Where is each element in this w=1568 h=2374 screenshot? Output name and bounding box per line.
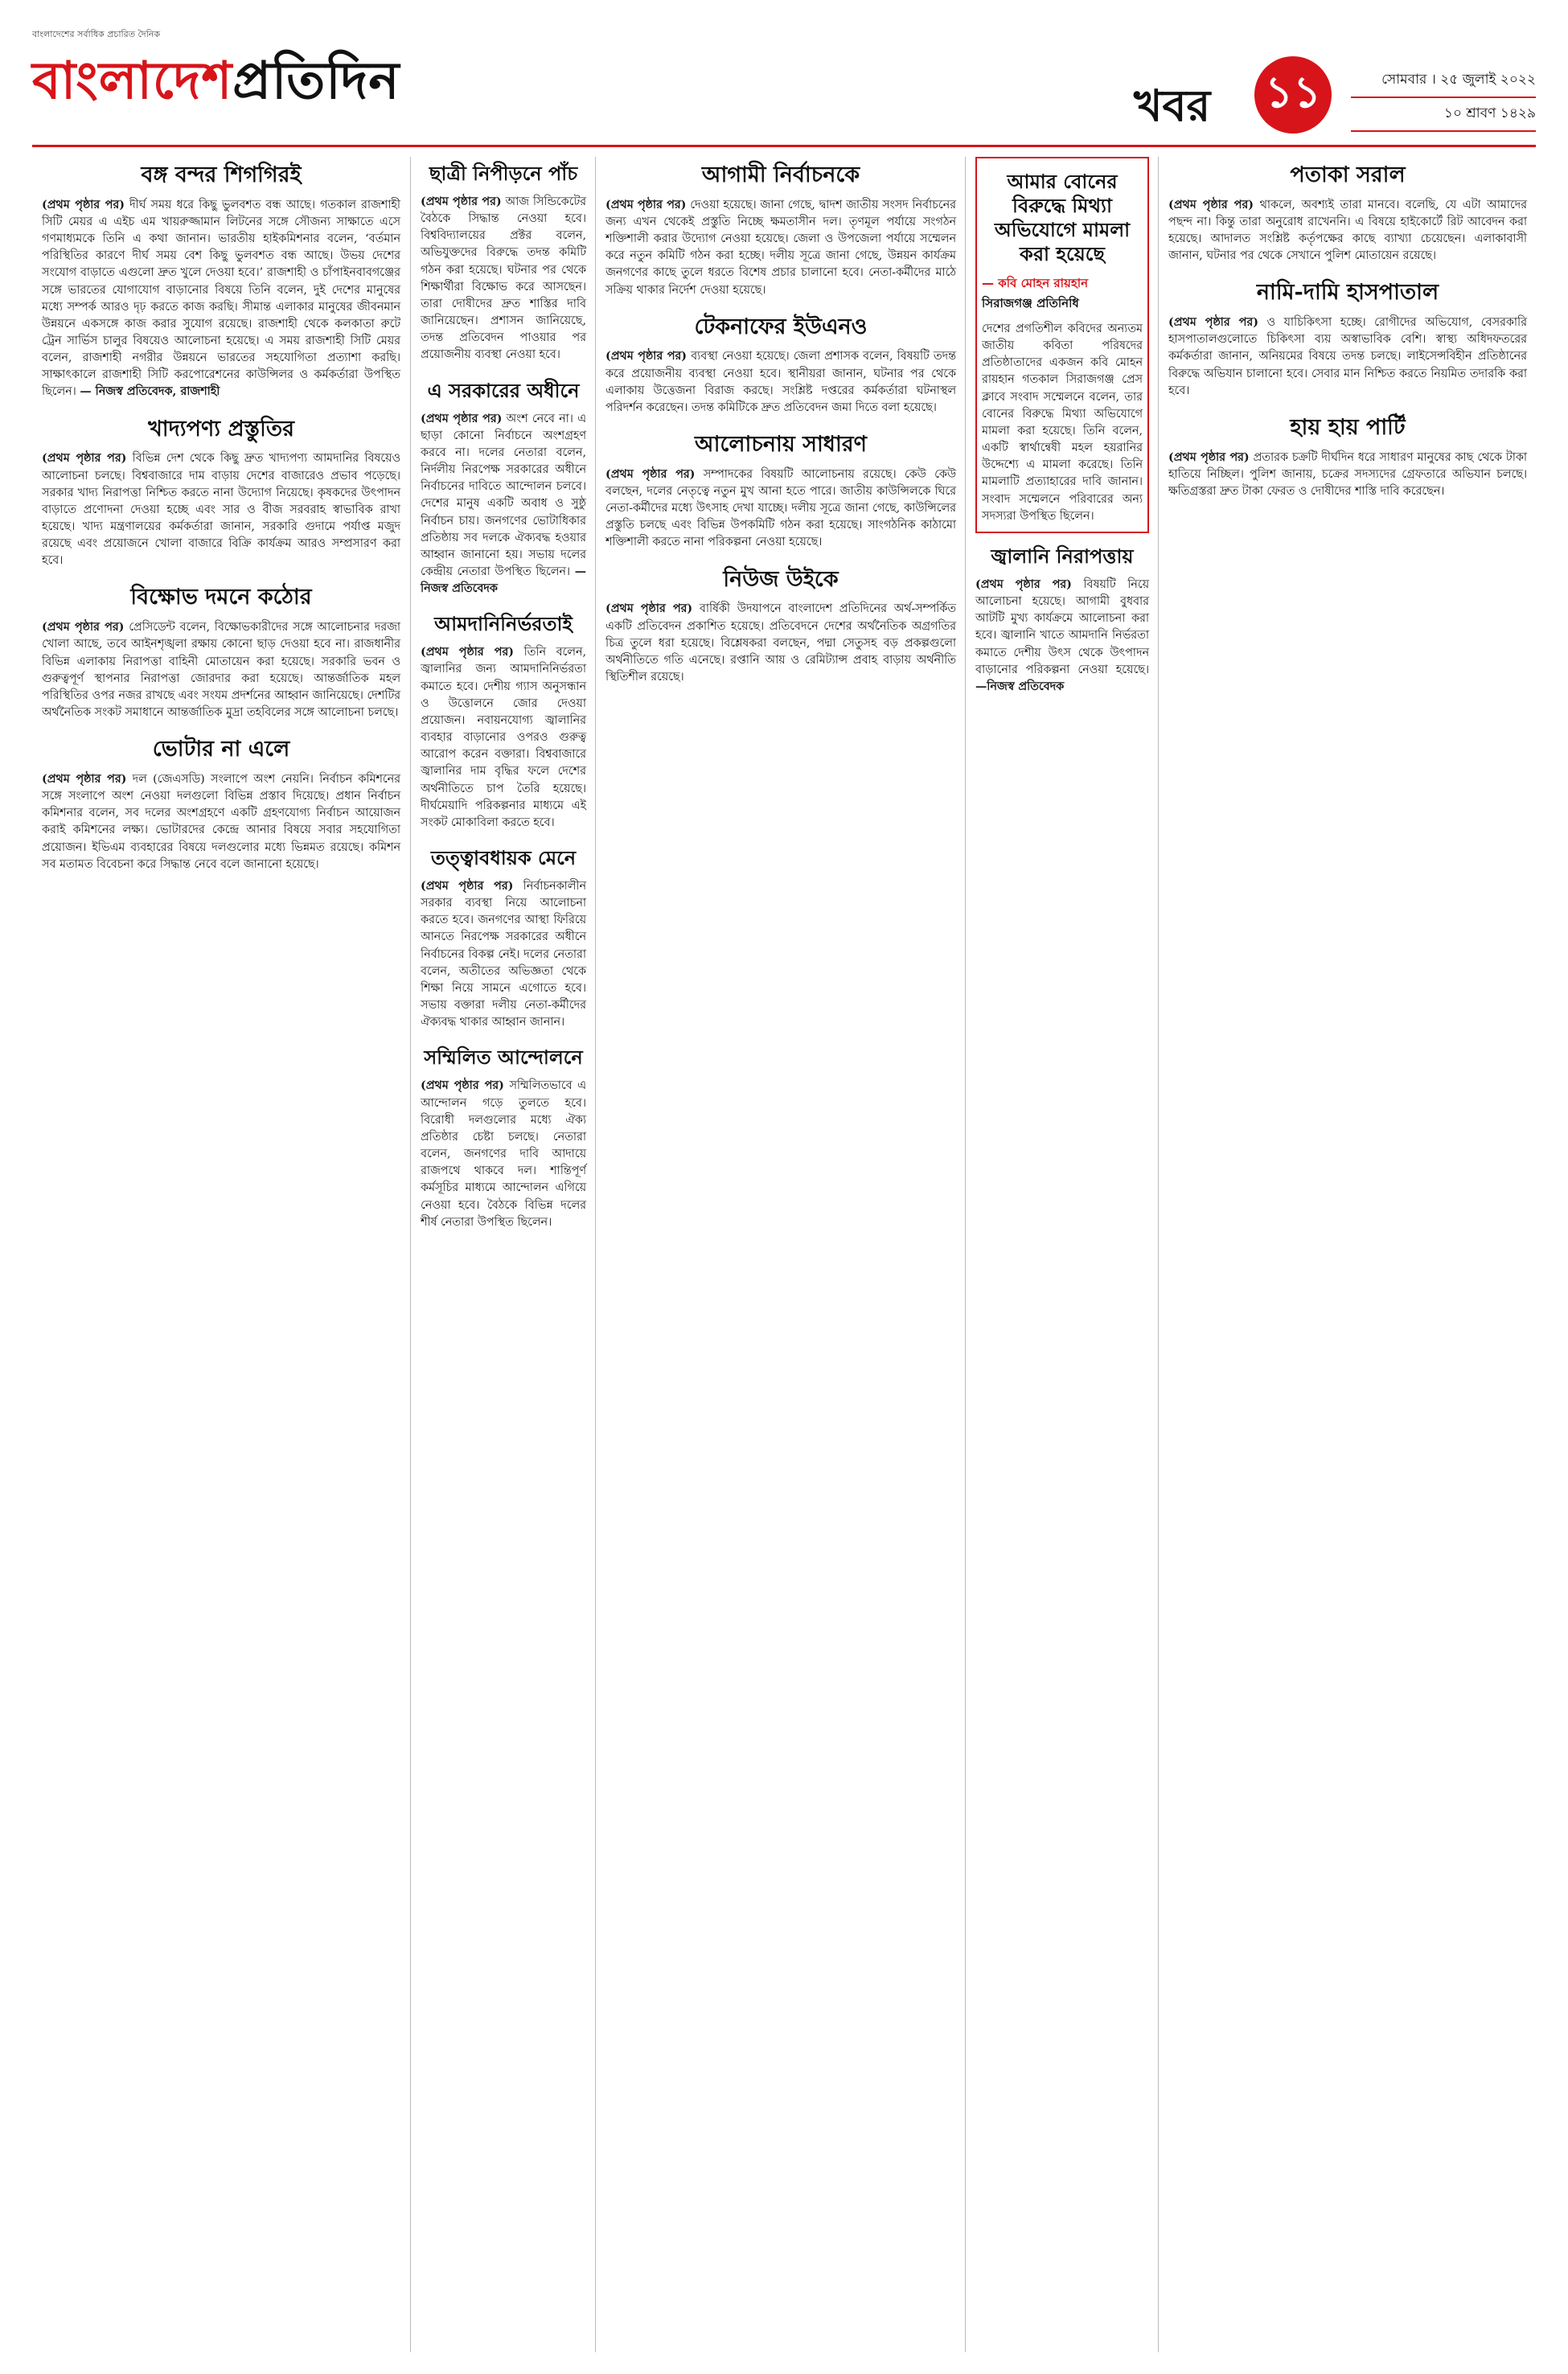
article-body: (প্রথম পৃষ্ঠার পর) দল (জেএসডি) সংলাপে অংশ নেয়নি। নির্বাচন কমিশনের সঙ্গে সংলাপে অংশ নেওয়া দলগুলো বিভিন্ন প্রস্তাব দিয়েছে। প্রধান নির্বাচন কমিশনার বলেন, সব দলের অংশগ্রহণে একটি গ্রহণযোগ্য নির্বাচন আয়োজন করাই কমিশনের লক্ষ্য। ভোটারদের কেন্দ্রে আনার বিষয়ে সবার সহযোগিতা প্রয়োজন। ইভিএম ব্যবহারের বিষয়ে দলগুলোর মধ্যে ভিন্নমত রয়েছে। কমিশন সব মতামত বিবেচনা করে সিদ্ধান্ত নেবে বলে জানানো হয়েছে। <box>42 772 401 871</box>
article-body: (প্রথম পৃষ্ঠার পর) বার্ষিকী উদযাপনে বাংলাদেশ প্রতিদিনের অর্থ-সম্পর্কিত একটি প্রতিবেদন প্রকাশিত হয়েছে। প্রতিবেদনে দেশের অর্থনৈতিক অগ্রগতির চিত্র তুলে ধরা হয়েছে। বিশ্লেষকরা বলছেন, পদ্মা সেতুসহ বড় প্রকল্পগুলো অর্থনীতিতে গতি এনেছে। রপ্তানি আয় ও রেমিট্যান্স প্রবাহ বাড়ায় অর্থনীতি স্থিতিশীল রয়েছে। <box>605 602 956 684</box>
article-body: (প্রথম পৃষ্ঠার পর) বিভিন্ন দেশ থেকে কিছু দ্রুত খাদ্যপণ্য আমদানির বিষয়েও আলোচনা চলছে। বিশ্ববাজারে দাম বাড়ায় দেশের বাজারেও প্রভাব পড়েছে। সরকার খাদ্য নিরাপত্তা নিশ্চিত করতে নানা উদ্যোগ নিয়েছে। কৃষকদের উৎপাদন বাড়াতে প্রণোদনা দেওয়া হচ্ছে এবং সার ও বীজ সরবরাহ স্বাভাবিক রাখা হয়েছে। খাদ্য মন্ত্রণালয়ের কর্মকর্তারা জানান, সরকারি গুদামে পর্যাপ্ত মজুদ রয়েছে এবং প্রয়োজনে খোলা বাজারে বিক্রি কার্যক্রম আরও সম্প্রসারণ করা হবে। <box>42 452 400 568</box>
byline: — কবি মোহন রায়হান সিরাজগঞ্জ প্রতিনিধি <box>982 276 1089 310</box>
headline: পতাকা সরাল <box>1290 162 1406 187</box>
article-alochona[interactable] <box>605 431 956 552</box>
article-sarkar[interactable] <box>421 379 586 598</box>
masthead <box>32 24 1536 153</box>
article-body: (প্রথম পৃষ্ঠার পর) প্রেসিডেন্ট বলেন, বিক্ষোভকারীদের সঙ্গে আলোচনার দরজা খোলা আছে, তবে আইনশৃঙ্খলা রক্ষায় কোনো ছাড় দেওয়া হবে না। রাজধানীর বিভিন্ন এলাকায় নিরাপত্তা বাহিনী মোতায়েন করা হয়েছে। সরকারি ভবন ও গুরুত্বপূর্ণ স্থাপনার নিরাপত্তা জোরদার করা হয়েছে। আন্তর্জাতিক মহল পরিস্থিতির ওপর নজর রাখছে এবং সংযম প্রদর্শনের আহ্বান জানিয়েছে। দেশটির অর্থনৈতিক সংকট সমাধানে আন্তর্জাতিক মুদ্রা তহবিলের সঙ্গে আলোচনা চলছে। <box>42 621 401 719</box>
article-body: (প্রথম পৃষ্ঠার পর) থাকলে, অবশ্যই তারা মানবে। বলেছি, যে এটা আমাদের পছন্দ না। কিন্তু তারা অনুরোধ রাখেননি। এ বিষয়ে হাইকোর্টে রিট আবেদন করা হয়েছে। আদালত সংশ্লিষ্ট কর্তৃপক্ষের কাছে ব্যাখ্যা চেয়েছেন। এলাকাবাসী জানান, ঘটনার পর থেকে সেখানে পুলিশ মোতায়েন রয়েছে। <box>1168 198 1528 263</box>
article-body: দেশের প্রগতিশীল কবিদের অন্যতম জাতীয় কবিতা পরিষদের প্রতিষ্ঠাতাদের একজন কবি মোহন রায়হান গতকাল সিরাজগঞ্জ প্রেস ক্লাবে সংবাদ সম্মেলনে বলেন, তার বোনের বিরুদ্ধে মিথ্যা অভিযোগে মামলা করা হয়েছে। তিনি বলেন, একটি স্বার্থান্বেষী মহল হয়রানির উদ্দেশ্যে এ মামলা করেছে। তিনি মামলাটি প্রত্যাহারের দাবি জানান। সংবাদ সম্মেলনে পরিবারের অন্য সদস্যরা উপস্থিত ছিলেন। <box>982 322 1143 523</box>
section-title: খবর <box>1134 80 1211 131</box>
headline: আমার বোনের বিরুদ্ধে মিথ্যা অভিযোগে মামলা করা হয়েছে <box>994 170 1131 265</box>
article-body: (প্রথম পৃষ্ঠার পর) প্রতারক চক্রটি দীর্ঘদিন ধরে সাধারণ মানুষের কাছ থেকে টাকা হাতিয়ে নিচ্ছিল। পুলিশ জানায়, চক্রের সদস্যদের গ্রেফতারে অভিযান চলছে। ক্ষতিগ্রস্তরা দ্রুত টাকা ফেরত ও দোষীদের শাস্তি দাবি করেছেন। <box>1168 450 1528 498</box>
article-body: (প্রথম পৃষ্ঠার পর) ও যাচিকিৎসা হচ্ছে। রোগীদের অভিযোগ, বেসরকারি হাসপাতালগুলোতে চিকিৎসা ব্যয় অস্বাভাবিক বেশি। স্বাস্থ্য অধিদফতরের কর্মকর্তারা জানান, অনিয়মের বিষয়ে তদন্ত চলছে। লাইসেন্সবিহীন প্রতিষ্ঠানের বিরুদ্ধে অভিযান চালানো হবে। সেবার মান নিশ্চিত করতে নিয়মিত তদারকি করা হবে। <box>1168 316 1528 397</box>
article-jwalani[interactable] <box>975 544 1149 696</box>
headline: তত্ত্বাবধায়ক মেনে <box>430 846 577 869</box>
headline: ভোটার না এলে <box>152 737 290 762</box>
date-bangla: ১০ শ্রাবণ ১৪২৯ <box>1351 98 1536 132</box>
headline: খাদ্যপণ্য প্রস্তুতির <box>148 416 294 442</box>
article-agami[interactable] <box>605 162 956 299</box>
headline: নিউজ উইকে <box>723 566 839 592</box>
article-bandar[interactable] <box>42 162 400 401</box>
headline: জ্বালানি নিরাপত্তায় <box>991 544 1134 568</box>
article-mamla[interactable] <box>975 157 1149 533</box>
column-4 <box>965 157 1159 2352</box>
article-vote[interactable] <box>42 736 400 873</box>
article-body: (প্রথম পৃষ্ঠার পর) দেওয়া হয়েছে। জানা গেছে, দ্বাদশ জাতীয় সংসদ নির্বাচনের জন্য এখন থেকেই প্রস্তুতি নিচ্ছে ক্ষমতাসীন দল। তৃণমূল পর্যায়ে সংগঠন শক্তিশালী করার উদ্যোগ নেওয়া হয়েছে। জেলা ও উপজেলা পর্যায়ে সম্মেলন করে নতুন কমিটি গঠন করা হচ্ছে। দলীয় সূত্রে জানা গেছে, উন্নয়ন কার্যক্রম জনগণের কাছে তুলে ধরতে বিশেষ প্রচার চালানো হবে। নেতা-কর্মীদের মাঠে সক্রিয় থাকার নির্দেশ দেওয়া হয়েছে। <box>605 198 956 297</box>
article-body: (প্রথম পৃষ্ঠার পর) দীর্ঘ সময় ধরে কিছু ভুলবশত বন্ধ আছে। গতকাল রাজশাহী সিটি মেয়র এ এইচ এম খায়রুজ্জামান লিটনের সঙ্গে সৌজন্য সাক্ষাতে এসে গণমাধ্যমকে তিনি এ কথা জানান। ভারতীয় হাইকমিশনার বলেন, ‘বর্তমান পরিস্থিতির কারণে দীর্ঘ সময় বেশ কিছু ভুলবশত বন্ধ আছে। উভয় দেশের সংযোগ বাড়াতে এগুলো দ্রুত খুলে দেওয়া হবে।’ রাজশাহী ও চাঁপাইনবাবগঞ্জের সঙ্গে ভারতের যোগাযোগ বাড়ানোর বিষয়ে তিনি বলেন, দুই দেশের মানুষের মধ্যে সম্পর্ক আরও দৃঢ় করতে কাজ করছি। সীমান্ত এলাকার মানুষের জীবনমান উন্নয়নে একসঙ্গে কাজ করার সুযোগ রয়েছে। রাজশাহী থেকে কলকাতা রুটে ট্রেন সার্ভিস চালুর বিষয়েও আলোচনা হয়েছে। এ সময় রাজশাহী সিটি মেয়র বলেন, রাজশাহী নগরীর উন্নয়নে ভারতের সহযোগিতা প্রত্যাশা করছি। সাক্ষাৎকালে রাজশাহী সিটি করপোরেশনের কাউন্সিলর ও কর্মকর্তারা উপস্থিত ছিলেন। — নিজস্ব প্রতিবেদক, রাজশাহী <box>42 198 400 399</box>
headline: আগামী নির্বাচনকে <box>701 162 860 187</box>
article-amdani[interactable] <box>421 612 586 832</box>
logo-part-1: বাংলাদেশ <box>32 51 233 111</box>
article-body: (প্রথম পৃষ্ঠার পর) সম্পাদকের বিষয়টি আলোচনায় রয়েছে। কেউ কেউ বলছেন, দলের নেতৃত্বে নতুন মুখ আনা হতে পারে। জাতীয় কাউন্সিলকে ঘিরে নেতা-কর্মীদের মধ্যে উৎসাহ দেখা যাচ্ছে। দলীয় সূত্রে জানা গেছে, কাউন্সিলের প্রস্তুতি চলছে এবং বিভিন্ন উপকমিটি গঠন করা হয়েছে। সাংগঠনিক কাঠামো শক্তিশালী করতে নানা পরিকল্পনা নেওয়া হয়েছে। <box>605 467 957 549</box>
logo-part-2: প্রতিদিন <box>232 51 400 111</box>
column-2 <box>410 157 596 2352</box>
article-body: (প্রথম পৃষ্ঠার পর) তিনি বলেন, জ্বালানির জন্য আমদানিনির্ভরতা কমাতে হবে। দেশীয় গ্যাস অনুসন্ধান ও উত্তোলনে জোর দেওয়া প্রয়োজন। নবায়নযোগ্য জ্বালানির ব্যবহার বাড়ানোর ওপরও গুরুত্ব আরোপ করেন বক্তারা। বিশ্ববাজারে জ্বালানির দাম বৃদ্ধির ফলে দেশের অর্থনীতিতে চাপ তৈরি হয়েছে। দীর্ঘমেয়াদি পরিকল্পনার মাধ্যমে এই সংকট মোকাবিলা করতে হবে। <box>421 646 587 829</box>
article-khadya[interactable] <box>42 416 400 570</box>
date-gregorian: সোমবার । ২৫ জুলাই ২০২২ <box>1351 64 1536 98</box>
page-number-badge: ১১ <box>1254 56 1332 133</box>
article-teknaf[interactable] <box>605 314 956 417</box>
article-body: (প্রথম পৃষ্ঠার পর) সম্মিলিতভাবে এ আন্দোলন গড়ে তুলতে হবে। বিরোধী দলগুলোর মধ্যে ঐক্য প্রতিষ্ঠার চেষ্টা চলছে। নেতারা বলেন, জনগণের দাবি আদায়ে রাজপথে থাকবে দল। শান্তিপূর্ণ কর্মসূচির মাধ্যমে আন্দোলন এগিয়ে নেওয়া হবে। বৈঠকে বিভিন্ন দলের শীর্ষ নেতারা উপস্থিত ছিলেন। <box>421 1079 587 1229</box>
column-5 <box>1158 157 1537 2352</box>
article-sammilito[interactable] <box>421 1045 586 1230</box>
article-namidami[interactable] <box>1168 279 1527 400</box>
headline: নামি-দামি হাসপাতাল <box>1256 280 1439 306</box>
newspaper-logo[interactable] <box>32 42 400 128</box>
article-body: (প্রথম পৃষ্ঠার পর) নির্বাচনকালীন সরকার ব্যবস্থা নিয়ে আলোচনা করতে হবে। জনগণের আস্থা ফিরিয়ে আনতে নিরপেক্ষ সরকারের অধীনে নির্বাচনের বিকল্প নেই। দলের নেতারা বলেন, অতীতের অভিজ্ঞতা থেকে শিক্ষা নিয়ে সামনে এগোতে হবে। সভায় বক্তারা দলীয় নেতা-কর্মীদের ঐক্যবদ্ধ থাকার আহ্বান জানান। <box>421 880 587 1029</box>
headline: আমদানিনির্ভরতাই <box>434 612 573 636</box>
headline: টেকনাফের ইউএনও <box>694 314 868 339</box>
article-chhatri[interactable] <box>421 162 586 364</box>
header-rule <box>32 145 1536 147</box>
headline: সম্মিলিত আন্দোলনে <box>424 1045 583 1070</box>
article-body: (প্রথম পৃষ্ঠার পর) অংশ নেবে না। এ ছাড়া কোনো নির্বাচনে অংশগ্রহণ করবে না। দলের নেতারা বলেন, নির্দলীয় নিরপেক্ষ সরকারের অধীনে নির্বাচনের দাবিতে আন্দোলন চলবে। দেশের মানুষ একটি অবাধ ও সুষ্ঠু নির্বাচন চায়। জনগণের ভোটাধিকার প্রতিষ্ঠায় সব দলকে ঐক্যবদ্ধ হওয়ার আহ্বান জানানো হয়। সভায় দলের কেন্দ্রীয় নেতারা উপস্থিত ছিলেন। —নিজস্ব প্রতিবেদক <box>421 412 587 596</box>
headline: ছাত্রী নিপীড়নে পাঁচ <box>429 162 578 185</box>
article-body: (প্রথম পৃষ্ঠার পর) আজ সিন্ডিকেটের বৈঠকে সিদ্ধান্ত নেওয়া হবে। বিশ্ববিদ্যালয়ের প্রক্টর বলেন, অভিযুক্তদের বিরুদ্ধে তদন্ত কমিটি গঠন করা হয়েছে। ঘটনার পর থেকে শিক্ষার্থীরা বিক্ষোভ করে আসছেন। তারা দোষীদের দ্রুত শাস্তির দাবি জানিয়েছেন। প্রশাসন জানিয়েছে, তদন্ত প্রতিবেদন পাওয়ার পর প্রয়োজনীয় ব্যবস্থা নেওয়া হবে। <box>421 195 587 362</box>
headline: বঙ্গ বন্দর শিগগিরই <box>141 162 302 187</box>
article-nijuk[interactable] <box>605 566 956 687</box>
headline: হায় হায় পার্টি <box>1290 414 1406 440</box>
headline: এ সরকারের অধীনে <box>427 378 580 402</box>
date-box <box>1351 64 1536 122</box>
headline: বিক্ষোভ দমনে কঠোর <box>130 585 312 610</box>
headline: আলোচনায় সাধারণ <box>695 432 867 458</box>
article-body: (প্রথম পৃষ্ঠার পর) বিষয়টি নিয়ে আলোচনা হয়েছে। আগামী বুধবার আটটি মুখ্য কার্যক্রমে আলোচনা করা হবে। জ্বালানি খাতে আমদানি নির্ভরতা কমাতে দেশীয় উৎস থেকে উৎপাদন বাড়ানোর পরিকল্পনা নেওয়া হয়েছে। —নিজস্ব প্রতিবেদক <box>975 577 1150 693</box>
article-body: (প্রথম পৃষ্ঠার পর) ব্যবস্থা নেওয়া হয়েছে। জেলা প্রশাসক বলেন, বিষয়টি তদন্ত করে প্রয়োজনীয় ব্যবস্থা নেওয়া হবে। স্থানীয়রা জানান, ঘটনার পর থেকে এলাকায় উত্তেজনা বিরাজ করছে। সংশ্লিষ্ট দপ্তরের কর্মকর্তারা ঘটনাস্থল পরিদর্শন করেছেন। তদন্ত কমিটিকে দ্রুত প্রতিবেদন জমা দিতে বলা হয়েছে। <box>605 350 957 414</box>
masthead-tagline: বাংলাদেশের সর্বাধিক প্রচারিত দৈনিক <box>32 29 161 39</box>
article-bikkhov[interactable] <box>42 584 400 721</box>
article-tattabodhayak[interactable] <box>421 846 586 1031</box>
column-3 <box>595 157 966 2352</box>
page-columns <box>32 157 1536 2352</box>
article-pataka[interactable] <box>1168 162 1527 265</box>
column-1 <box>32 157 410 2352</box>
article-hayhay[interactable] <box>1168 414 1527 500</box>
